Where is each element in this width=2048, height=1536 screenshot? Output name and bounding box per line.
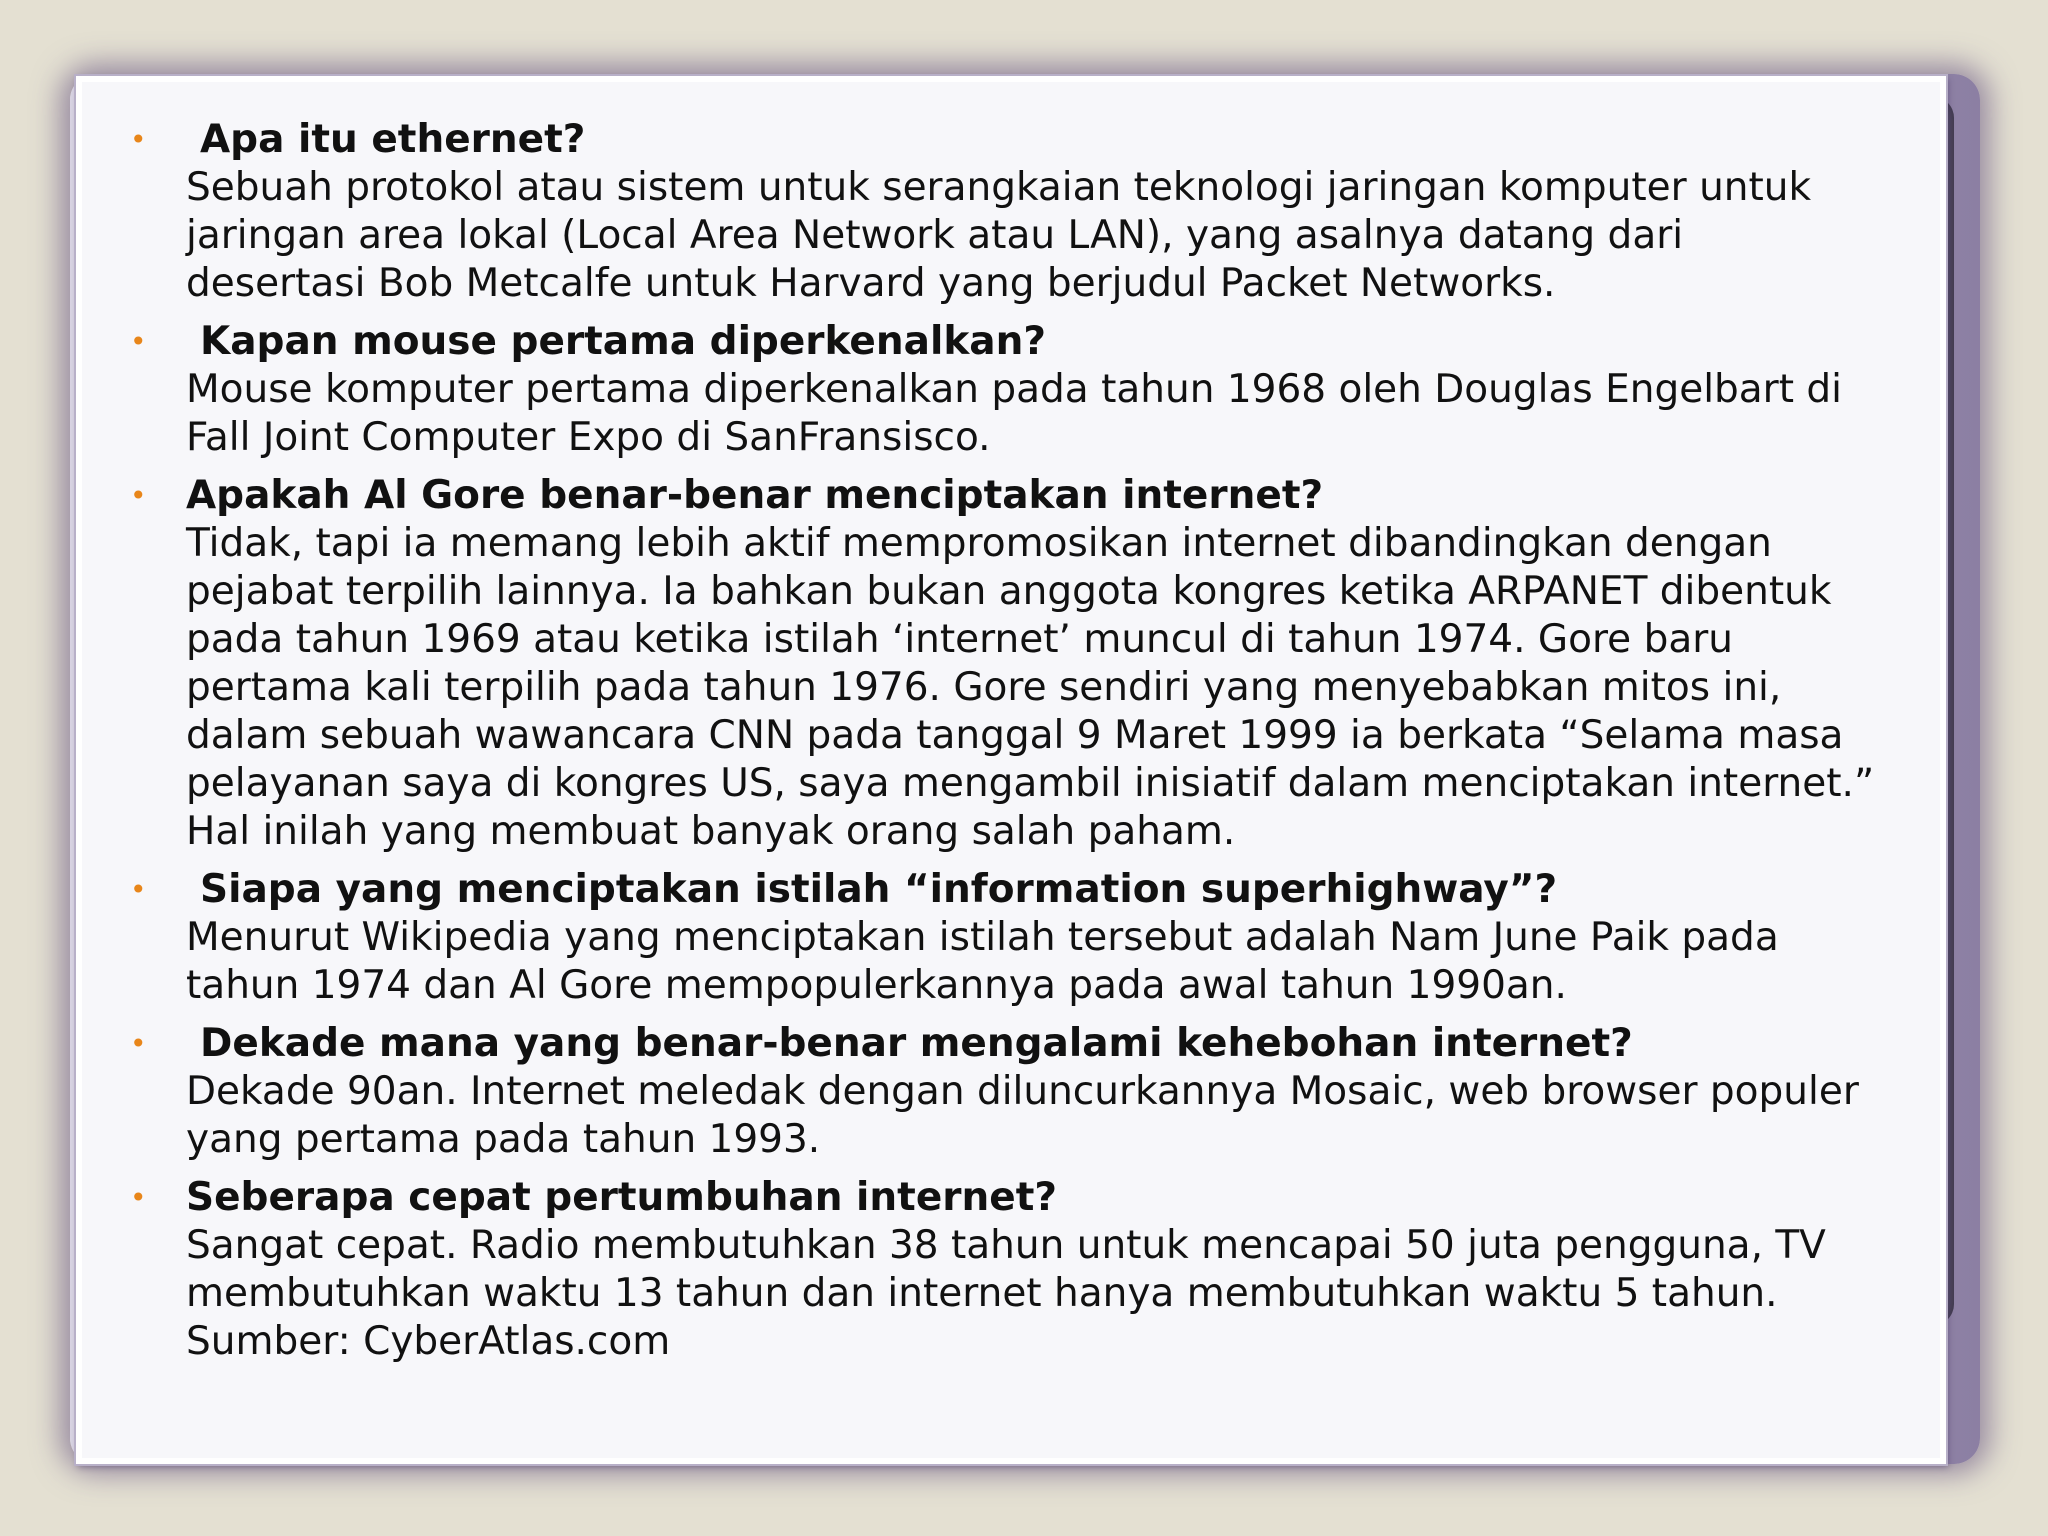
bullet-icon: • xyxy=(130,1181,147,1214)
bullet-icon: • xyxy=(130,873,147,906)
answer-text: Mouse komputer pertama diperkenalkan pada tahun 1968 oleh Douglas Engelbart di Fall Joint Computer Expo di SanFransisco. xyxy=(186,367,1842,460)
list-item xyxy=(130,116,1916,308)
bullet-icon: • xyxy=(130,1027,147,1060)
list-item xyxy=(130,318,1916,462)
list-item xyxy=(130,1020,1916,1164)
list-item xyxy=(130,472,1916,856)
answer-text: Tidak, tapi ia memang lebih aktif mempromosikan internet dibandingkan dengan pejabat terpilih lainnya. Ia bahkan bukan anggota kongres ketika ARPANET dibentuk pada tahun 1969 atau ketika istilah ‘internet’ muncul di tahun 1974. Gore baru pertama kali terpilih pada tahun 1976. Gore sendiri yang menyebabkan mitos ini, dalam sebuah wawancara CNN pada tanggal 9 Maret 1999 ia berkata “Selama masa pelayanan saya di kongres US, saya mengambil inisiatif dalam menciptakan internet.” Hal inilah yang membuat banyak orang salah paham. xyxy=(186,521,1875,854)
answer-text: Menurut Wikipedia yang menciptakan istilah tersebut adalah Nam June Paik pada tahun 1974 dan Al Gore mempopulerkannya pada awal tahun 1990an. xyxy=(186,915,1779,1008)
list-item xyxy=(130,1174,1916,1366)
question-text: Apakah Al Gore benar-benar menciptakan internet? xyxy=(186,473,1324,518)
answer-text: Sangat cepat. Radio membutuhkan 38 tahun untuk mencapai 50 juta pengguna, TV membutuhkan waktu 13 tahun dan internet hanya membutuhkan waktu 5 tahun. Sumber: CyberAtlas.com xyxy=(186,1223,1826,1364)
question-text: Apa itu ethernet? xyxy=(200,117,586,162)
question-text: Kapan mouse pertama diperkenalkan? xyxy=(200,319,1046,364)
question-text: Seberapa cepat pertumbuhan internet? xyxy=(186,1175,1057,1220)
question-text: Dekade mana yang benar-benar mengalami kehebohan internet? xyxy=(200,1021,1633,1066)
faq-list xyxy=(130,116,1916,1376)
question-text: Siapa yang menciptakan istilah “information superhighway”? xyxy=(200,867,1558,912)
answer-text: Sebuah protokol atau sistem untuk serangkaian teknologi jaringan komputer untuk jaringan area lokal (Local Area Network atau LAN), yang asalnya datang dari desertasi Bob Metcalfe untuk Harvard yang berjudul Packet Networks. xyxy=(186,165,1812,306)
answer-text: Dekade 90an. Internet meledak dengan diluncurkannya Mosaic, web browser populer yang pertama pada tahun 1993. xyxy=(186,1069,1859,1162)
list-item xyxy=(130,866,1916,1010)
bullet-icon: • xyxy=(130,123,147,156)
bullet-icon: • xyxy=(130,325,147,358)
bullet-icon: • xyxy=(130,479,147,512)
